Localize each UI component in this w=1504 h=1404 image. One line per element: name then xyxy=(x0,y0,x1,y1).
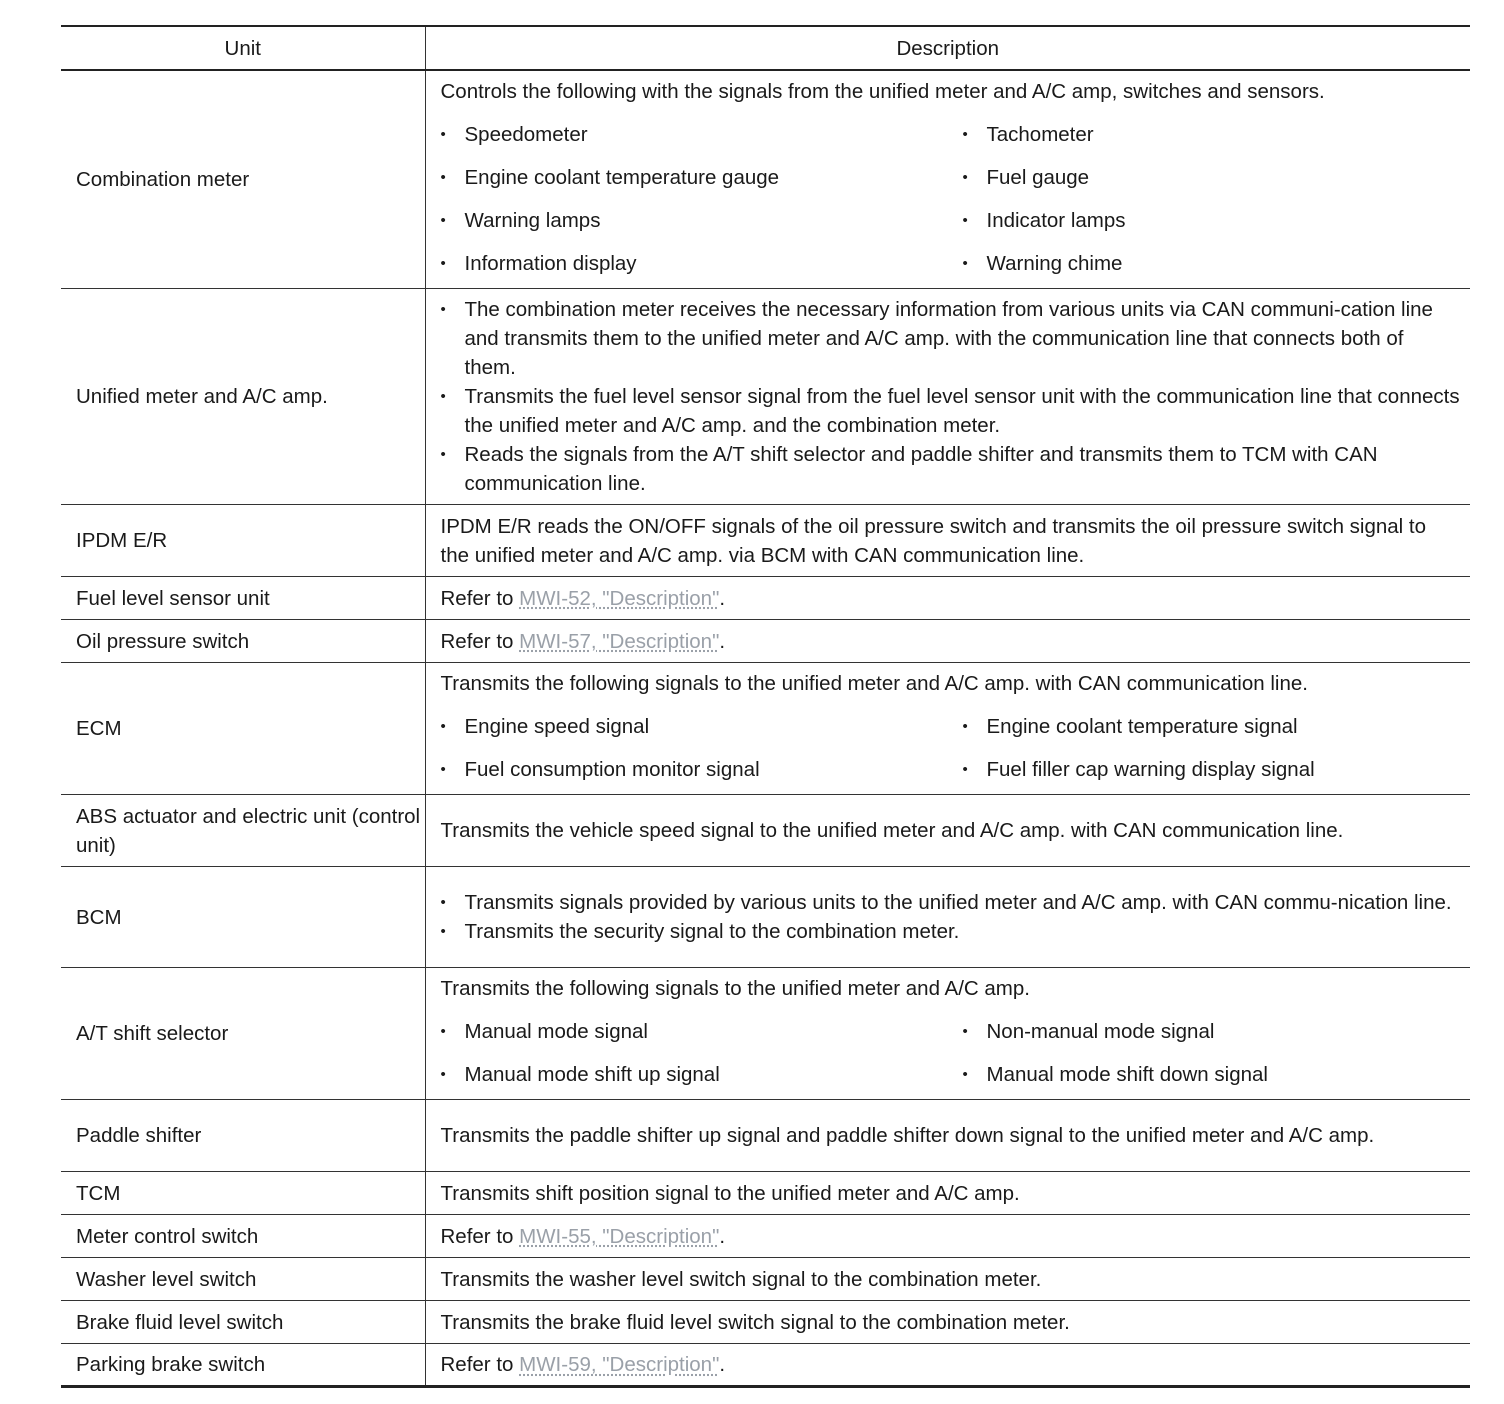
bullet-grid xyxy=(441,1017,1461,1089)
refer-text: Refer to xyxy=(440,629,520,653)
bullet-item: • The combination meter receives the necessary information from various units via CAN communi-cation line and transmits them to the unified meter and A/C amp. with the communication line that connects both of them. xyxy=(441,295,1461,382)
bullet-grid xyxy=(441,712,1461,784)
table-row xyxy=(61,1344,1470,1387)
bullet-item: • Fuel consumption monitor signal xyxy=(441,755,963,784)
table-row xyxy=(61,968,1470,1100)
reference-link[interactable]: MWI-55, "Description" xyxy=(519,1224,720,1248)
reference-link[interactable]: MWI-59, "Description" xyxy=(519,1353,720,1376)
table-row xyxy=(61,1100,1470,1172)
table-row xyxy=(61,1301,1470,1344)
unit-cell: Brake fluid level switch xyxy=(61,1301,425,1344)
table-row xyxy=(61,795,1470,867)
unit-cell: A/T shift selector xyxy=(61,968,425,1100)
refer-suffix: . xyxy=(719,629,726,653)
description-cell: Transmits shift position signal to the unified meter and A/C amp. xyxy=(425,1172,1470,1215)
refer-text: Refer to xyxy=(440,586,520,610)
bullet-item: • Manual mode signal xyxy=(441,1017,963,1046)
description-cell xyxy=(425,1215,1470,1258)
description-intro: Transmits the following signals to the unified meter and A/C amp. with CAN communication line. xyxy=(440,672,1308,695)
table-row xyxy=(61,663,1470,795)
table-row xyxy=(61,1172,1470,1215)
unit-cell: Paddle shifter xyxy=(61,1100,425,1172)
description-intro: Transmits the following signals to the unified meter and A/C amp. xyxy=(440,977,1030,1000)
unit-cell: BCM xyxy=(61,867,425,968)
description-cell xyxy=(425,70,1470,289)
table-row xyxy=(61,505,1470,577)
table-row xyxy=(61,867,1470,968)
header-row xyxy=(61,26,1470,70)
table-row xyxy=(61,1258,1470,1301)
bullet-grid xyxy=(441,120,1461,278)
unit-cell: Oil pressure switch xyxy=(61,620,425,663)
unit-cell: ABS actuator and electric unit (control unit) xyxy=(61,795,425,867)
unit-cell: TCM xyxy=(61,1172,425,1215)
description-cell xyxy=(425,867,1470,968)
reference-link[interactable]: MWI-57, "Description" xyxy=(519,629,720,653)
description-cell xyxy=(425,968,1470,1100)
unit-column-header: Unit xyxy=(61,26,425,70)
table-row xyxy=(61,289,1470,505)
bullet-item: • Engine coolant temperature gauge xyxy=(441,163,963,192)
description-cell: IPDM E/R reads the ON/OFF signals of the oil pressure switch and transmits the oil pressure switch signal to the unified meter and A/C amp. via BCM with CAN communication line. xyxy=(425,505,1470,577)
description-cell xyxy=(425,289,1470,505)
description-cell: Transmits the washer level switch signal to the combination meter. xyxy=(425,1258,1470,1301)
bullet-item: • Engine coolant temperature signal xyxy=(963,712,1463,741)
table-row xyxy=(61,1215,1470,1258)
bullet-item: • Engine speed signal xyxy=(441,712,963,741)
bullet-item: • Information display xyxy=(441,249,963,278)
bullet-list xyxy=(441,295,1461,498)
refer-text: Refer to xyxy=(440,1353,520,1376)
unit-cell: ECM xyxy=(61,663,425,795)
refer-suffix: . xyxy=(719,586,726,610)
description-cell xyxy=(425,577,1470,620)
table-row xyxy=(61,70,1470,289)
table-row xyxy=(61,620,1470,663)
bullet-item: • Speedometer xyxy=(441,120,963,149)
bullet-item: • Transmits the fuel level sensor signal from the fuel level sensor unit with the communication line that connects the unified meter and A/C amp. and the combination meter. xyxy=(441,382,1461,440)
description-column-header: Description xyxy=(425,26,1470,70)
reference-link[interactable]: MWI-52, "Description" xyxy=(519,586,720,610)
bullet-item: • Non-manual mode signal xyxy=(963,1017,1463,1046)
description-cell: Transmits the vehicle speed signal to the unified meter and A/C amp. with CAN communication line. xyxy=(425,795,1470,867)
bullet-item: • Warning chime xyxy=(963,249,1463,278)
bullet-item: • Manual mode shift down signal xyxy=(963,1060,1463,1089)
unit-cell: Combination meter xyxy=(61,70,425,289)
unit-cell: IPDM E/R xyxy=(61,505,425,577)
bullet-item: • Reads the signals from the A/T shift selector and paddle shifter and transmits them to TCM with CAN communication line. xyxy=(441,440,1461,498)
bullet-item: • Manual mode shift up signal xyxy=(441,1060,963,1089)
refer-suffix: . xyxy=(719,1224,726,1248)
unit-cell: Washer level switch xyxy=(61,1258,425,1301)
unit-description-table xyxy=(61,25,1470,1388)
description-cell: Transmits the brake fluid level switch signal to the combination meter. xyxy=(425,1301,1470,1344)
unit-cell: Parking brake switch xyxy=(61,1344,425,1387)
description-cell xyxy=(425,620,1470,663)
description-intro: Controls the following with the signals from the unified meter and A/C amp, switches and sensors. xyxy=(440,80,1325,103)
unit-cell: Unified meter and A/C amp. xyxy=(61,289,425,505)
bullet-item: • Transmits the security signal to the combination meter. xyxy=(441,917,1461,946)
unit-cell: Fuel level sensor unit xyxy=(61,577,425,620)
description-cell: Transmits the paddle shifter up signal and paddle shifter down signal to the unified meter and A/C amp. xyxy=(425,1100,1470,1172)
bullet-item: • Fuel gauge xyxy=(963,163,1463,192)
unit-cell: Meter control switch xyxy=(61,1215,425,1258)
bullet-item: • Tachometer xyxy=(963,120,1463,149)
bullet-list xyxy=(441,888,1461,946)
bullet-item: • Indicator lamps xyxy=(963,206,1463,235)
refer-suffix: . xyxy=(719,1353,726,1376)
description-cell xyxy=(425,1344,1470,1387)
bullet-item: • Warning lamps xyxy=(441,206,963,235)
bullet-item: • Fuel filler cap warning display signal xyxy=(963,755,1463,784)
description-cell xyxy=(425,663,1470,795)
bullet-item: • Transmits signals provided by various units to the unified meter and A/C amp. with CAN commu-nication line. xyxy=(441,888,1461,917)
table-row xyxy=(61,577,1470,620)
refer-text: Refer to xyxy=(440,1224,520,1248)
